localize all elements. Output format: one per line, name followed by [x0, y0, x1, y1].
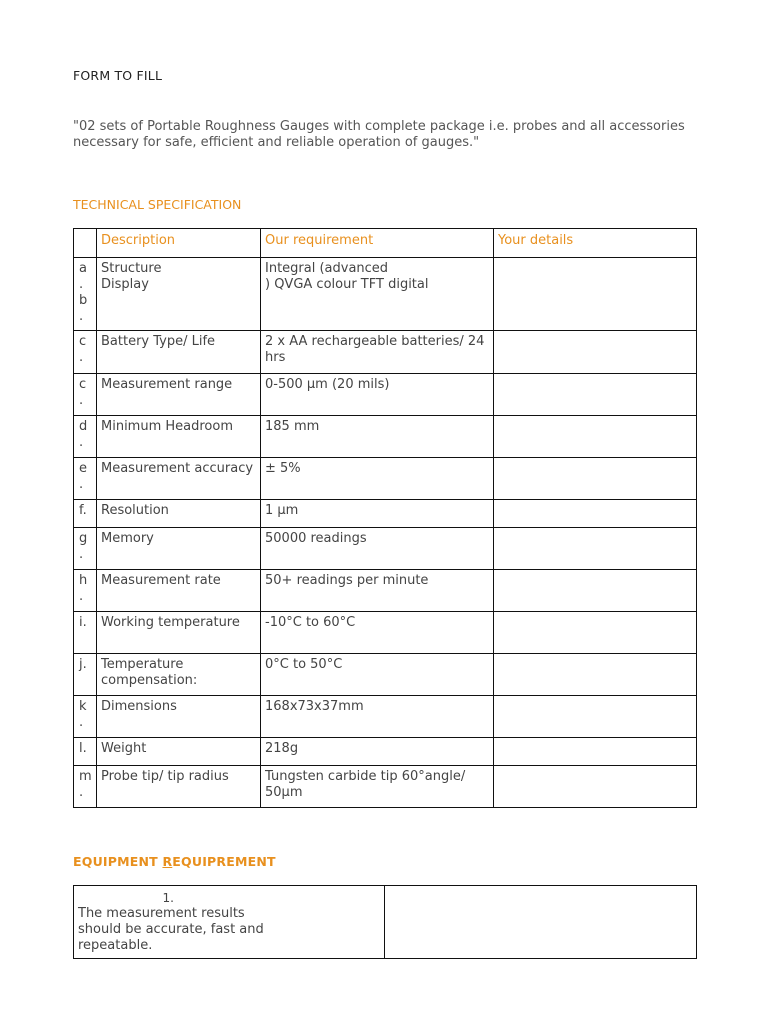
equipment-item-number: 1. [162, 891, 174, 905]
row-letter [74, 528, 97, 570]
row-letter-part: j. [79, 657, 87, 672]
equipment-requirement-cell [74, 886, 385, 959]
row-description: Memory [97, 528, 261, 570]
row-your-details[interactable] [494, 738, 697, 766]
row-letter-part: . [79, 435, 84, 450]
row-your-details[interactable] [494, 416, 697, 458]
row-letter-part: m [79, 769, 92, 784]
header-our-requirement: Our requirement [261, 229, 494, 258]
row-description: Temperature compensation: [97, 654, 261, 696]
table-row [74, 696, 697, 738]
row-letter-part: l. [79, 741, 87, 756]
row-requirement: 218g [261, 738, 494, 766]
row-your-details[interactable] [494, 528, 697, 570]
table-row [74, 416, 697, 458]
row-letter [74, 331, 97, 374]
row-requirement: 0-500 µm (20 mils) [261, 374, 494, 416]
row-requirement: -10°C to 60°C [261, 612, 494, 654]
header-description: Description [97, 229, 261, 258]
row-requirement: Integral (advanced ) QVGA colour TFT digital [261, 258, 494, 331]
table-row [74, 570, 697, 612]
form-title: FORM TO FILL [73, 68, 163, 83]
header-letter-cell [74, 229, 97, 258]
row-description: Measurement rate [97, 570, 261, 612]
row-letter-part: . [79, 393, 84, 408]
row-letter-part: i. [79, 615, 87, 630]
table-row [74, 374, 697, 416]
row-letter [74, 500, 97, 528]
table-row [74, 528, 697, 570]
row-letter [74, 654, 97, 696]
technical-specification-heading: TECHNICAL SPECIFICATION [73, 197, 242, 212]
table-row [74, 738, 697, 766]
row-letter-part: . [79, 277, 84, 292]
equipment-heading-part1: EQUIPMENT [73, 854, 163, 869]
table-row [74, 458, 697, 500]
row-requirement: 50000 readings [261, 528, 494, 570]
row-your-details[interactable] [494, 766, 697, 808]
row-requirement: 1 µm [261, 500, 494, 528]
row-your-details[interactable] [494, 500, 697, 528]
row-description: Measurement range [97, 374, 261, 416]
row-requirement: 0°C to 50°C [261, 654, 494, 696]
row-description: Dimensions [97, 696, 261, 738]
row-description: Probe tip/ tip radius [97, 766, 261, 808]
row-letter-part: . [79, 309, 84, 324]
table-row [74, 612, 697, 654]
row-description: Working temperature [97, 612, 261, 654]
row-requirement: 185 mm [261, 416, 494, 458]
row-letter [74, 612, 97, 654]
equipment-item-text: The measurement results should be accurate, fast and repeatable. [78, 906, 264, 953]
row-letter [74, 374, 97, 416]
row-letter-part: . [79, 477, 84, 492]
row-your-details[interactable] [494, 458, 697, 500]
equipment-requirement-table [73, 885, 697, 959]
row-letter-part: b [79, 293, 88, 308]
row-your-details[interactable] [494, 612, 697, 654]
table-row [74, 258, 697, 331]
row-your-details[interactable] [494, 258, 697, 331]
equipment-row [74, 886, 697, 959]
row-letter-part: c [79, 377, 87, 392]
equipment-heading-underlined: R [162, 854, 173, 869]
table-header-row [74, 229, 697, 258]
row-your-details[interactable] [494, 654, 697, 696]
row-your-details[interactable] [494, 374, 697, 416]
row-your-details[interactable] [494, 570, 697, 612]
row-letter-part: g [79, 531, 88, 546]
row-letter [74, 416, 97, 458]
row-letter-part: . [79, 589, 84, 604]
row-letter-part: . [79, 785, 84, 800]
technical-specification-table [73, 228, 697, 808]
row-your-details[interactable] [494, 331, 697, 374]
row-letter [74, 570, 97, 612]
row-description: Weight [97, 738, 261, 766]
row-requirement: 50+ readings per minute [261, 570, 494, 612]
equipment-requirement-heading [73, 854, 276, 869]
row-description: Structure Display [97, 258, 261, 331]
table-row [74, 654, 697, 696]
row-requirement: ± 5% [261, 458, 494, 500]
row-letter-part: h [79, 573, 88, 588]
row-letter-part: f. [79, 503, 87, 518]
row-your-details[interactable] [494, 696, 697, 738]
row-requirement: 2 x AA rechargeable batteries/ 24 hrs [261, 331, 494, 374]
row-description: Battery Type/ Life [97, 331, 261, 374]
table-row [74, 500, 697, 528]
row-description: Measurement accuracy [97, 458, 261, 500]
row-letter [74, 766, 97, 808]
row-letter [74, 458, 97, 500]
row-requirement: Tungsten carbide tip 60°angle/ 50µm [261, 766, 494, 808]
row-letter [74, 258, 97, 331]
table-row [74, 766, 697, 808]
row-requirement: 168x73x37mm [261, 696, 494, 738]
row-letter-part: c [79, 334, 87, 349]
row-letter-part: a [79, 261, 87, 276]
row-letter-part: k [79, 699, 87, 714]
equipment-heading-part2: EQUIPREMENT [172, 854, 276, 869]
row-letter-part: . [79, 547, 84, 562]
row-letter-part: . [79, 715, 84, 730]
equipment-details-cell[interactable] [385, 886, 697, 959]
table-row [74, 331, 697, 374]
row-letter [74, 738, 97, 766]
header-your-details: Your details [494, 229, 697, 258]
row-letter-part: d [79, 419, 88, 434]
row-letter-part: e [79, 461, 87, 476]
row-description: Resolution [97, 500, 261, 528]
row-letter [74, 696, 97, 738]
row-description: Minimum Headroom [97, 416, 261, 458]
row-letter-part: . [79, 350, 84, 365]
intro-paragraph: "02 sets of Portable Roughness Gauges with complete package i.e. probes and all accessories necessary for safe, efficient and reliable operation of gauges." [73, 119, 685, 150]
